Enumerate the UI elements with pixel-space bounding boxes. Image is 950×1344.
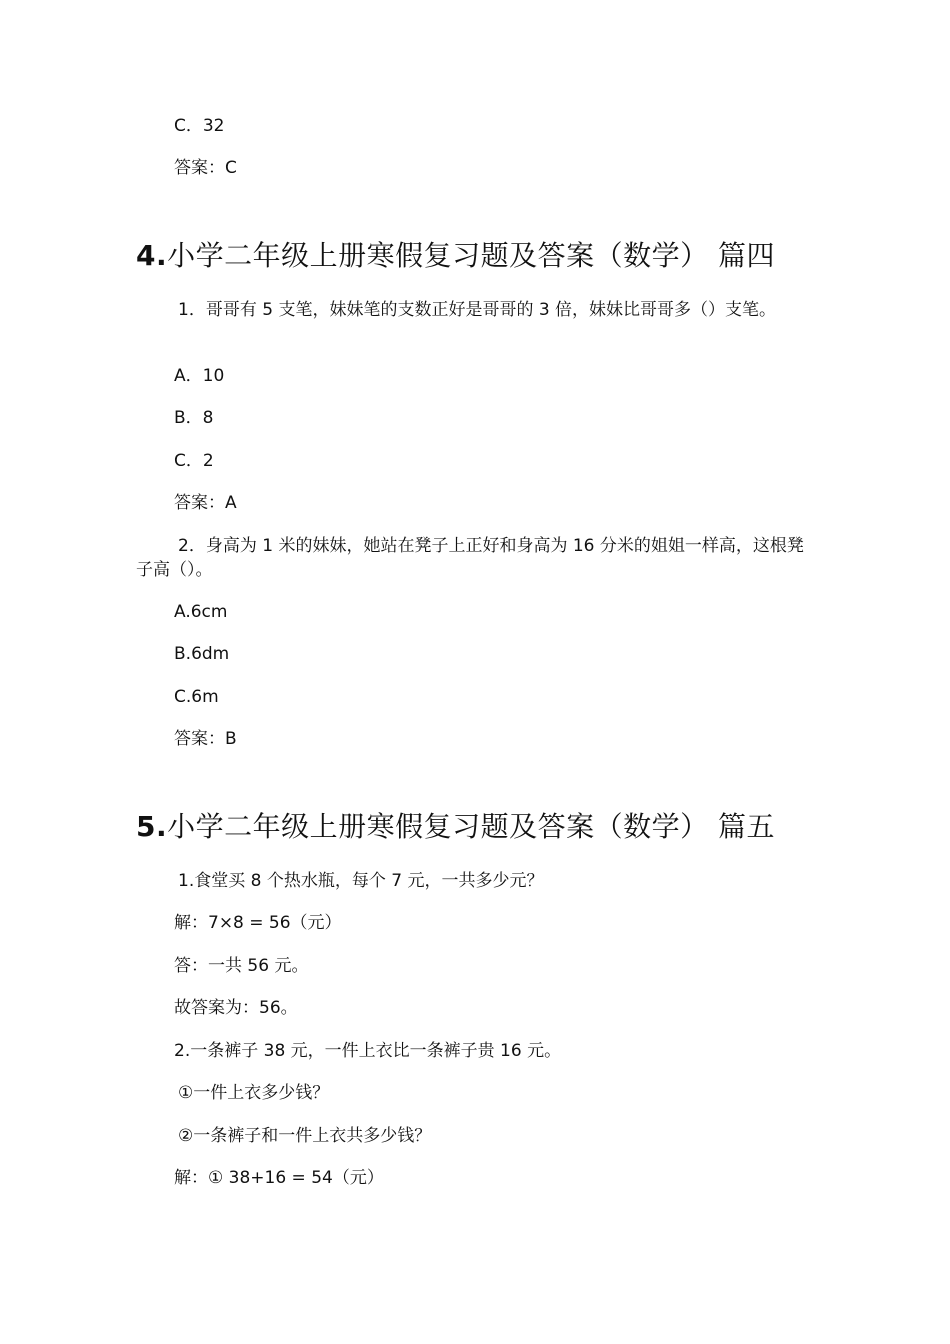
section-heading xyxy=(136,238,775,274)
answer-line: 答案：B xyxy=(174,729,237,749)
option-c: C．2 xyxy=(174,451,214,471)
section-number: 5. xyxy=(136,810,168,843)
option-c: C.6m xyxy=(174,687,219,707)
option-b: B.6dm xyxy=(174,644,230,664)
section-title: 小学二年级上册寒假复习题及答案（数学） 篇四 xyxy=(167,239,776,272)
answer-line: 答案：A xyxy=(174,493,237,513)
sub-question: ②一条裤子和一件上衣共多少钱？ xyxy=(178,1126,432,1146)
solution-line: 解：① 38+16 = 54（元） xyxy=(174,1168,384,1188)
question-text: 2．身高为 1 米的妹妹，她站在凳子上正好和身高为 16 分米的姐姐一样高，这根凳子高（）。 xyxy=(136,536,804,580)
option-c: C．32 xyxy=(174,116,225,136)
section-title: 小学二年级上册寒假复习题及答案（数学） 篇五 xyxy=(167,810,776,843)
sub-question: ①一件上衣多少钱？ xyxy=(178,1083,330,1103)
question-text: 2.一条裤子 38 元，一件上衣比一条裤子贵 16 元。 xyxy=(174,1041,562,1061)
option-a: A．10 xyxy=(174,366,225,386)
section-heading xyxy=(136,809,775,845)
solution-line: 解：7×8 = 56（元） xyxy=(174,913,342,933)
answer-line: 答：一共 56 元。 xyxy=(174,956,309,976)
section-number: 4. xyxy=(136,239,168,272)
answer-summary: 故答案为：56。 xyxy=(174,998,298,1018)
question-text: 1.食堂买 8 个热水瓶，每个 7 元，一共多少元？ xyxy=(178,871,544,891)
option-a: A.6cm xyxy=(174,602,228,622)
question-text: 1．哥哥有 5 支笔，妹妹笔的支数正好是哥哥的 3 倍，妹妹比哥哥多（）支笔。 xyxy=(178,300,777,320)
answer-line: 答案：C xyxy=(174,158,237,178)
option-b: B．8 xyxy=(174,408,214,428)
